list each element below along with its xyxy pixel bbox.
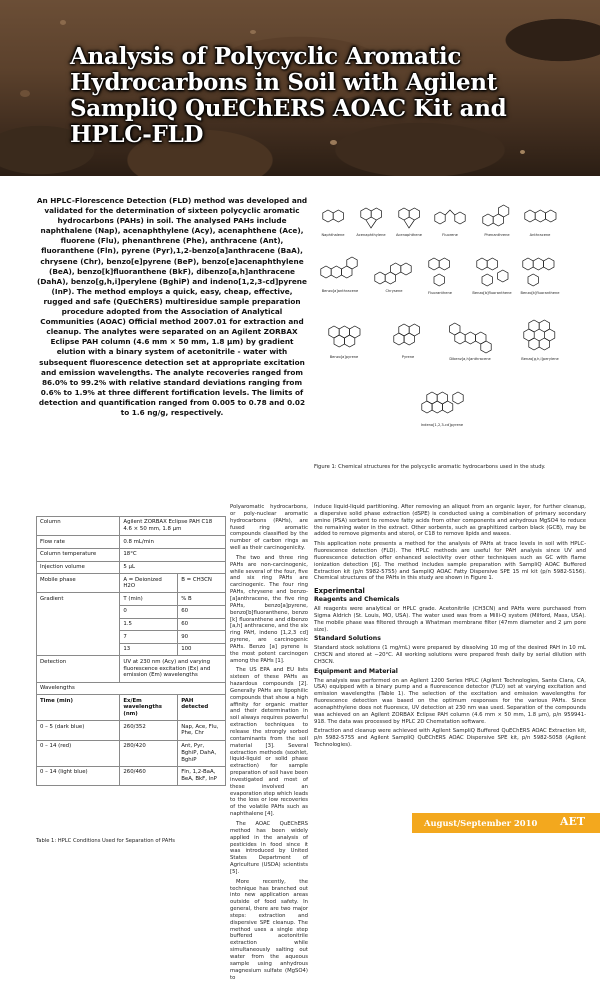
- molecule-label: Indeno[1,2,3-cd]pyrene: [420, 423, 464, 427]
- table-row: 13 100: [37, 643, 226, 656]
- molecule-label: Benzo[a]pyrene: [329, 355, 359, 359]
- molecule-label: Acenaphthylene: [356, 233, 386, 237]
- table-row: 1.5 60: [37, 618, 226, 631]
- pah-structures-figure: [314, 192, 586, 454]
- molecule-label: Benzo[b]fluoranthene: [472, 291, 512, 295]
- abstract: An HPLC-Florescence Detection (FLD) method was developed and validated for the determination of sixteen polycyclic aromatic hydrocarbons (PAHs) in soil. The analysed PAHs include naphthalene (Nap), acenaphthylene (Acy), acenaphthene (Ace), fluorene (Flu), phenanthrene (Phe), anthracene (Ant), fluoranthene (Fln), pyrene (Pyr),1,2-benzo[a]anthracene (BaA), chrysene (Chr), benzo[e]pyrene (BeP), benzo[e]acenaphthylene (BeA), benzo[k]fluoranthene (BkF), dibenzo[a,h]anthracene (DahA), benzo[g,h,i]perylene (BghiP) and indeno[1,2,3-cd]pyrene (InP). The method employs a quick, easy, cheap, effective, rugged and safe (QuEChERS) multiresidue sample preparation procedure adopted from the Association of Analytical Communities (AOAC) Official method 2007.01 for extraction and cleanup. The analytes were separated on an Agilent ZORBAX Eclipse PAH column (4.6 mm × 50 mm, 1.8 µm) by gradient elution with a binary system of acetonitrile - water with subsequent fluorescence detection set at appropriate excitation and emission wavelengths. The analyte recoveries ranged from 86.0% to 99.2% with relative standard deviations ranging from 0.6% to 1.9% at three different fortification levels. The limits of detection and quantification ranged from 0.005 to 0.78 and 0.02 to 1.6 ng/g, respectively.: [36, 196, 308, 417]
- table-row: 0 – 5 (dark blue) 260/352 Nap, Ace, Flu, Phe, Chr: [37, 721, 226, 740]
- table-row: Column Agilent ZORBAX Eclipse PAH C18 4.6 × 50 mm, 1.8 µm: [37, 517, 226, 536]
- paragraph: Standard stock solutions (1 mg/mL) were prepared by dissolving 10 mg of the desired PAH in 10 mL CH3CN and stored at −20°C. All working solutions were prepared fresh daily by serial dilution with CH3CN.: [314, 645, 586, 665]
- table-row: Wavelengths: [37, 682, 226, 695]
- molecule-label: Pyrene: [401, 355, 415, 359]
- section-heading-experimental: Experimental: [314, 587, 365, 596]
- molecule-label: Phenanthrene: [484, 233, 510, 237]
- molecule-label: Chrysene: [385, 289, 403, 293]
- molecule-label: Fluoranthene: [428, 291, 452, 295]
- article-title: Analysis of Polycyclic Aromatic Hydrocarbons in Soil with Agilent SampliQ QuEChERS AOAC Kit and HPLC-FLD: [70, 43, 507, 148]
- table-row: Mobile phase A = Deionized H2O B = CH3CN: [37, 574, 226, 593]
- molecule-label: Benzo[k]fluoranthene: [520, 291, 560, 295]
- molecule-label: Benzo[g,h,i]perylene: [521, 357, 559, 361]
- table-row: Detection UV at 230 nm (Acy) and varying fluorescence excitation (Ex) and emission (Em) wavelengths: [37, 656, 226, 682]
- benzo-a-pyrene-structure: [329, 326, 360, 347]
- benzo-k-fluoranthene-structure: [523, 258, 554, 286]
- subheading-reagents: Reagents and Chemicals: [314, 596, 400, 604]
- acenaphthylene-structure: [361, 208, 382, 228]
- naphthalene-structure: [323, 210, 344, 222]
- molecule-label: Acenaphthene: [395, 233, 423, 237]
- table-row: 0 – 14 (red) 280/420 Ant, Pyr, BghiP, DahA, BghiP: [37, 740, 226, 766]
- table-caption: Table 1: HPLC Conditions Used for Separation of PAHs: [36, 838, 175, 844]
- anthracene-structure: [525, 210, 556, 222]
- benzo-b-fluoranthene-structure: [477, 258, 508, 286]
- header-photo: [0, 0, 600, 176]
- body-column-right: [314, 504, 586, 752]
- table-row: Flow rate 0.8 mL/min: [37, 536, 226, 549]
- paragraph: Polyaromatic hydrocarbons, or poly-nuclear aromatic hydrocarbons (PAHs), are fused ring aromatic compounds classified by the number of carbon rings as well as their carcinogenicity.: [230, 504, 308, 552]
- paragraph: More recently, the technique has branched out into new application areas outside of food safety. In general, there are two major steps: extraction and dispersive SPE cleanup. The method uses a single step buffered acetonitrile extraction while simultaneously salting out water from the aqueous sample using anhydrous magnesium sulfate (MgSO4) to: [230, 878, 308, 981]
- subheading-equipment: Equipment and Material: [314, 667, 398, 675]
- paragraph: The AOAC QuEChERS method has been widely applied in the analysis of pesticides in food since it was introduced by United States Department of Agriculture (USDA) scientists [5].: [230, 820, 308, 875]
- table-row: Column temperature 18°C: [37, 548, 226, 561]
- dibenz-a-h-anthracene-structure: [450, 323, 492, 353]
- hplc-conditions-table: [36, 516, 226, 786]
- paragraph: Extraction and cleanup were achieved with Agilent SampliQ Buffered QuEChERS AOAC Extraction kit, p/n 5982-5755 and Agilent SampliQ QuEChERS AOAC Dispersive SPE kit, p/n 5982-5058 (Agilent Technologies).: [314, 728, 586, 749]
- paragraph: This application note presents a method for the analysis of PAHs at trace levels in soil with HPLC-fluorescence detection (FLD). The HPLC methods are useful for PAH analysis since UV and fluorescence detection offer enhanced selectivity over other techniques such as GC with flame ionization detection [6]. The method includes sample preparation with SampliQ AOAC Buffered Extraction kit (p/n 5982-5755) and SampliQ AOAC Fatty Dispersive SPE 15 ml kit (p/n 5982-5156). Chemical structures of the PAHs in this study are shown in Figure 1.: [314, 541, 586, 582]
- issue-date: August/September 2010: [424, 818, 538, 828]
- chrysene-structure: [375, 263, 411, 284]
- fluoranthene-structure: [429, 258, 450, 286]
- table-row: Gradient T (min) % B: [37, 593, 226, 606]
- table-row: 0 60: [37, 606, 226, 619]
- phenanthrene-structure: [483, 205, 509, 226]
- figure-caption: Figure 1: Chemical structures for the polycyclic aromatic hydrocarbons used in the study.: [314, 464, 546, 470]
- benzo-a-anthracene-structure: [321, 257, 357, 278]
- pyrene-structure: [394, 324, 420, 345]
- table-row: 0 – 14 (light blue) 260/460 Fln, 1,2-BaA, BeA, BkF, InP: [37, 766, 226, 785]
- subheading-standards: Standard Solutions: [314, 635, 381, 643]
- table-row: 7 90: [37, 631, 226, 644]
- molecule-label: Benzo[a]anthracene: [321, 289, 359, 293]
- paragraph: The analysis was performed on an Agilent 1200 Series HPLC (Agilent Technologies, Santa Clara, CA, USA) equipped with a binary pump and a fluorescence detector (FLD) set at varying excitation and emission wavelengths (Table 1). The selection of the excitation and emission wavelengths for fluorescence detection was based on the optimum responses for the various PAHs. Since acenaphthylene does not fluoresce, UV detection at 230 nm was used. Separation of the compounds was achieved on an Agilent ZORBAX Eclipse PAH column (4.6 mm × 50 mm, 1.8 µm), p/n 959941-918. The data was processed by HPLC 2D Chemstation software.: [314, 677, 586, 725]
- benzo-ghi-perylene-structure: [524, 320, 555, 350]
- journal-logo: AET: [560, 815, 586, 828]
- paragraph: The two and three ring PAHs are non-carcinogenic, while several of the four, five and six ring PAHs are carcinogenic. The four ring PAHs, chrysene and benzo-[a]anthracene, the five ring PAHs, benzo[a]pyrene, benzo[b]fluoranthene, benzo [k] fluoranthene and dibenzo [a,h] anthracene, and the six ring PAH, indeno [1,2,3 cd] pyrene, are carcinogenic PAHs. Benzo [a] pyrene is the most potent carcinogen among the PAHs [1].: [230, 554, 308, 664]
- molecule-label: Anthracene: [529, 233, 551, 237]
- acenaphthene-structure: [399, 208, 420, 228]
- fluorene-structure: [435, 210, 465, 224]
- molecule-label: Dibenz[a,h]anthracene: [449, 357, 491, 361]
- paragraph: induce liquid-liquid partitioning. After removing an aliquot from an organic layer, for further cleanup, a dispersive solid phase extraction (dSPE) is conducted using a combination of primary secondary amine (PSA) sorbent to remove fatty acids from other components and anhydrous MgSO4 to reduce the remaining water in the extract. Other sorbents, such as graphitized carbon black (GCB), may be added to remove pigments and sterol, or C18 to remove lipids and waxes.: [314, 504, 586, 538]
- molecule-label: Fluorene: [442, 233, 458, 237]
- table-row: Time (min) Ex/Em wavelengths (nm) PAH detected: [37, 695, 226, 721]
- body-column-middle: [230, 504, 308, 984]
- paragraph: All reagents were analytical or HPLC grade. Acetonitrile (CH3CN) and PAHs were purchased from Sigma Aldrich (St. Louis, MO, USA). The water used was from a Milli-Q system (Milford, Mass, USA). The mobile phase was filtered through a Whatman membrane filter (47mm diameter and 2 µm pore size).: [314, 605, 586, 633]
- paragraph: The US EPA and EU lists sixteen of these PAHs as hazardous compounds [2]. Generally PAHs are lipophilic compounds that show a high affinity for organic matter and their determination in soil always requires powerful extraction techniques to release the strongly sorbed contaminants from the soil material [3]. Several extraction methods (soxhlet, liquid-liquid or solid phase extraction) for sample preparation of soil have been investigated and most of these involved an evaporation step which leads to the loss or low recoveries of the volatile PAHs such as naphthalene [4].: [230, 667, 308, 818]
- molecule-label: Naphthalene: [321, 233, 345, 237]
- indeno-pyrene-structure: [422, 392, 463, 413]
- table-row: Injection volume 5 µL: [37, 561, 226, 574]
